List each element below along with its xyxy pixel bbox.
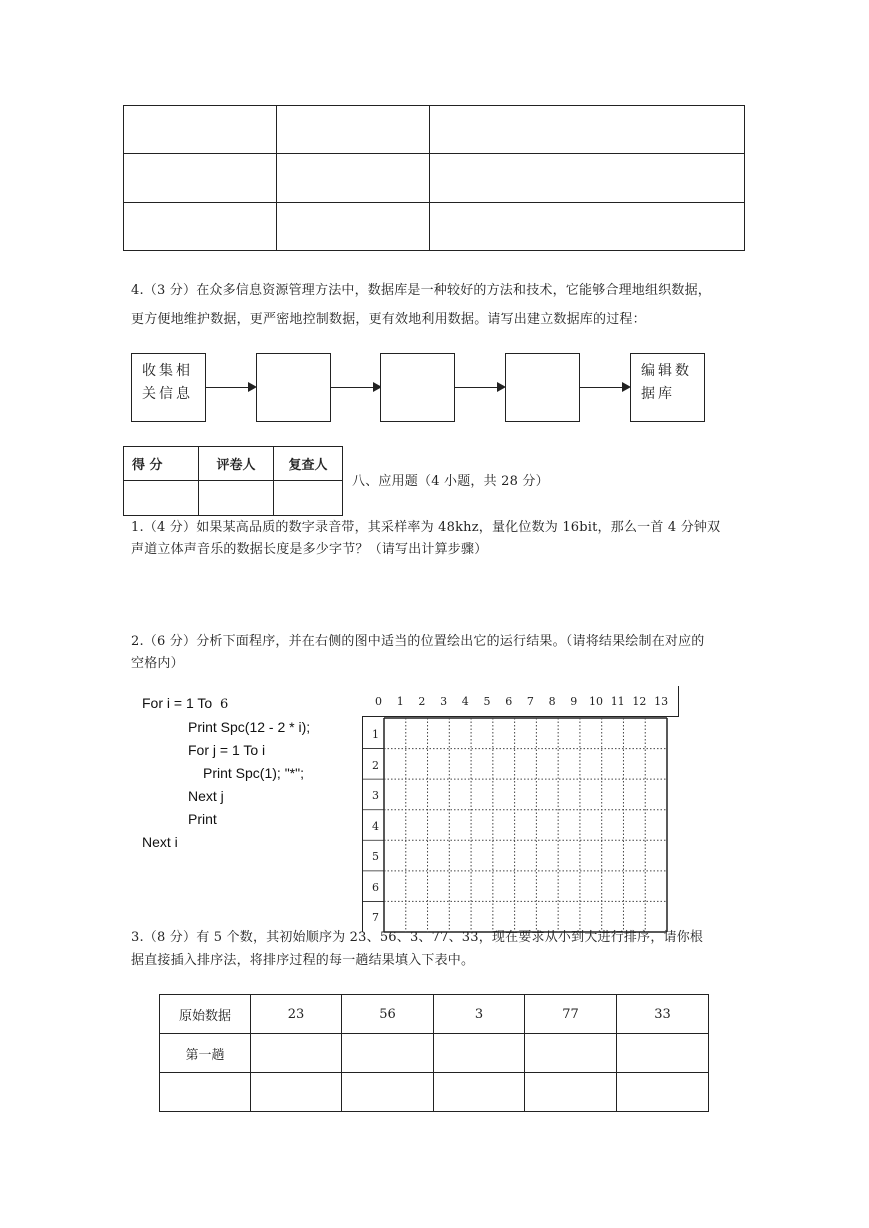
grader-field[interactable]: [199, 481, 274, 516]
table-cell: [430, 203, 745, 251]
code-line: Print Spc(12 - 2 * i);: [188, 719, 311, 735]
score-box: [123, 446, 343, 516]
section-title: 八、应用题（4 小题，共 28 分）: [352, 474, 549, 489]
code-line: Print: [188, 811, 217, 827]
grid-column-label: 8: [548, 695, 556, 708]
grid-column-label: 12: [632, 695, 647, 708]
question-4-line1: 4.（3 分）在众多信息资源管理方法中，数据库是一种较好的方法和技术，它能够合理地组织数据，: [131, 283, 712, 298]
score-field[interactable]: [124, 481, 199, 516]
table-cell: [277, 106, 430, 154]
table-cell: [124, 203, 277, 251]
reviewer-header: 复查人: [274, 447, 343, 481]
code-line: Print Spc(1); "*";: [203, 765, 304, 781]
grid-column-label: 6: [505, 695, 513, 708]
table-cell: 77: [525, 995, 617, 1034]
grader-header: 评卷人: [199, 447, 274, 481]
app-question-1-line2: 声道立体声音乐的数据长度是多少字节？（请写出计算步骤）: [131, 542, 488, 557]
flow-arrow: [331, 387, 373, 388]
answer-cell[interactable]: [251, 1034, 342, 1073]
table-cell: [124, 106, 277, 154]
table-cell: 3: [434, 995, 525, 1034]
grid-column-label: 10: [589, 695, 603, 708]
grid-column-label: 1: [396, 695, 404, 708]
grid-row-label: 7: [372, 911, 379, 925]
grid-column-label: 5: [483, 695, 491, 708]
flow-arrow: [206, 387, 248, 388]
grid-lines: [362, 686, 680, 934]
grid-column-label: 11: [610, 695, 625, 708]
answer-cell[interactable]: [342, 1073, 434, 1112]
flow-arrow: [455, 387, 497, 388]
answer-cell[interactable]: [525, 1073, 617, 1112]
table-row: [160, 995, 709, 1034]
table-cell: [277, 203, 430, 251]
app-question-1-line1: 1.（4 分）如果某高品质的数字录音带，其采样率为 48khz，量化位数为 16bit，那么一首 4 分钟双: [131, 520, 721, 535]
code-block: [142, 692, 310, 854]
answer-cell[interactable]: [251, 1073, 342, 1112]
answer-grid[interactable]: [362, 686, 680, 934]
app-question-3-line1: 3.（8 分）有 5 个数，其初始顺序为 23、56、3、77、33，现在要求从小到大进行排序，请你根: [131, 930, 704, 945]
answer-cell[interactable]: [617, 1073, 709, 1112]
table-cell: 23: [251, 995, 342, 1034]
answer-cell[interactable]: [617, 1034, 709, 1073]
answer-cell[interactable]: [160, 1073, 251, 1112]
grid-row-label: 6: [372, 880, 379, 894]
grid-column-label: 7: [526, 695, 534, 708]
table-cell: [430, 154, 745, 203]
app-question-2-line1: 2.（6 分）分析下面程序，并在右侧的图中适当的位置绘出它的运行结果。（请将结果绘制在对应的: [131, 634, 705, 649]
flow-box-blank-3[interactable]: [505, 353, 580, 422]
reviewer-field[interactable]: [274, 481, 343, 516]
grid-column-label: 3: [440, 695, 448, 708]
flow-box-start: 收集相关信息: [131, 353, 206, 422]
table-cell: [277, 154, 430, 203]
code-line: For i = 1 To 6: [142, 695, 229, 712]
grid-column-label: 9: [570, 695, 578, 708]
grid-column-label: 0: [375, 695, 382, 708]
table-row: [160, 1073, 709, 1112]
answer-cell[interactable]: [525, 1034, 617, 1073]
table-cell: [124, 154, 277, 203]
table-cell: [430, 106, 745, 154]
flow-box-end: 编辑数据库: [630, 353, 705, 422]
top-blank-table: [123, 105, 745, 251]
code-line: Next j: [188, 788, 224, 804]
table-cell: 33: [617, 995, 709, 1034]
grid-column-label: 2: [418, 695, 426, 708]
flow-box-blank-1[interactable]: [256, 353, 331, 422]
table-row: [160, 1034, 709, 1073]
answer-cell[interactable]: [434, 1034, 525, 1073]
grid-column-label: 13: [654, 695, 669, 708]
grid-row-label: 5: [372, 850, 379, 864]
answer-cell[interactable]: [342, 1034, 434, 1073]
table-cell: 第一趟: [160, 1034, 251, 1073]
app-question-3-line2: 据直接插入排序法，将排序过程的每一趟结果填入下表中。: [131, 953, 475, 968]
question-4-line2: 更方便地维护数据，更严密地控制数据，更有效地利用数据。请写出建立数据库的过程：: [131, 312, 646, 327]
code-line: For j = 1 To i: [188, 742, 266, 758]
grid-row-label: 3: [372, 789, 379, 803]
code-line: Next i: [142, 834, 178, 850]
grid-row-label: 2: [372, 758, 379, 772]
table-cell: 原始数据: [160, 995, 251, 1034]
grid-column-label: 4: [461, 695, 469, 708]
sort-table: [159, 994, 709, 1112]
flow-box-blank-2[interactable]: [380, 353, 455, 422]
score-header: 得 分: [124, 447, 199, 481]
flow-arrow: [580, 387, 622, 388]
app-question-2-line2: 空格内）: [131, 656, 184, 671]
grid-row-label: 1: [372, 728, 379, 741]
grid-row-label: 4: [372, 819, 379, 833]
table-cell: 56: [342, 995, 434, 1034]
answer-cell[interactable]: [434, 1073, 525, 1112]
